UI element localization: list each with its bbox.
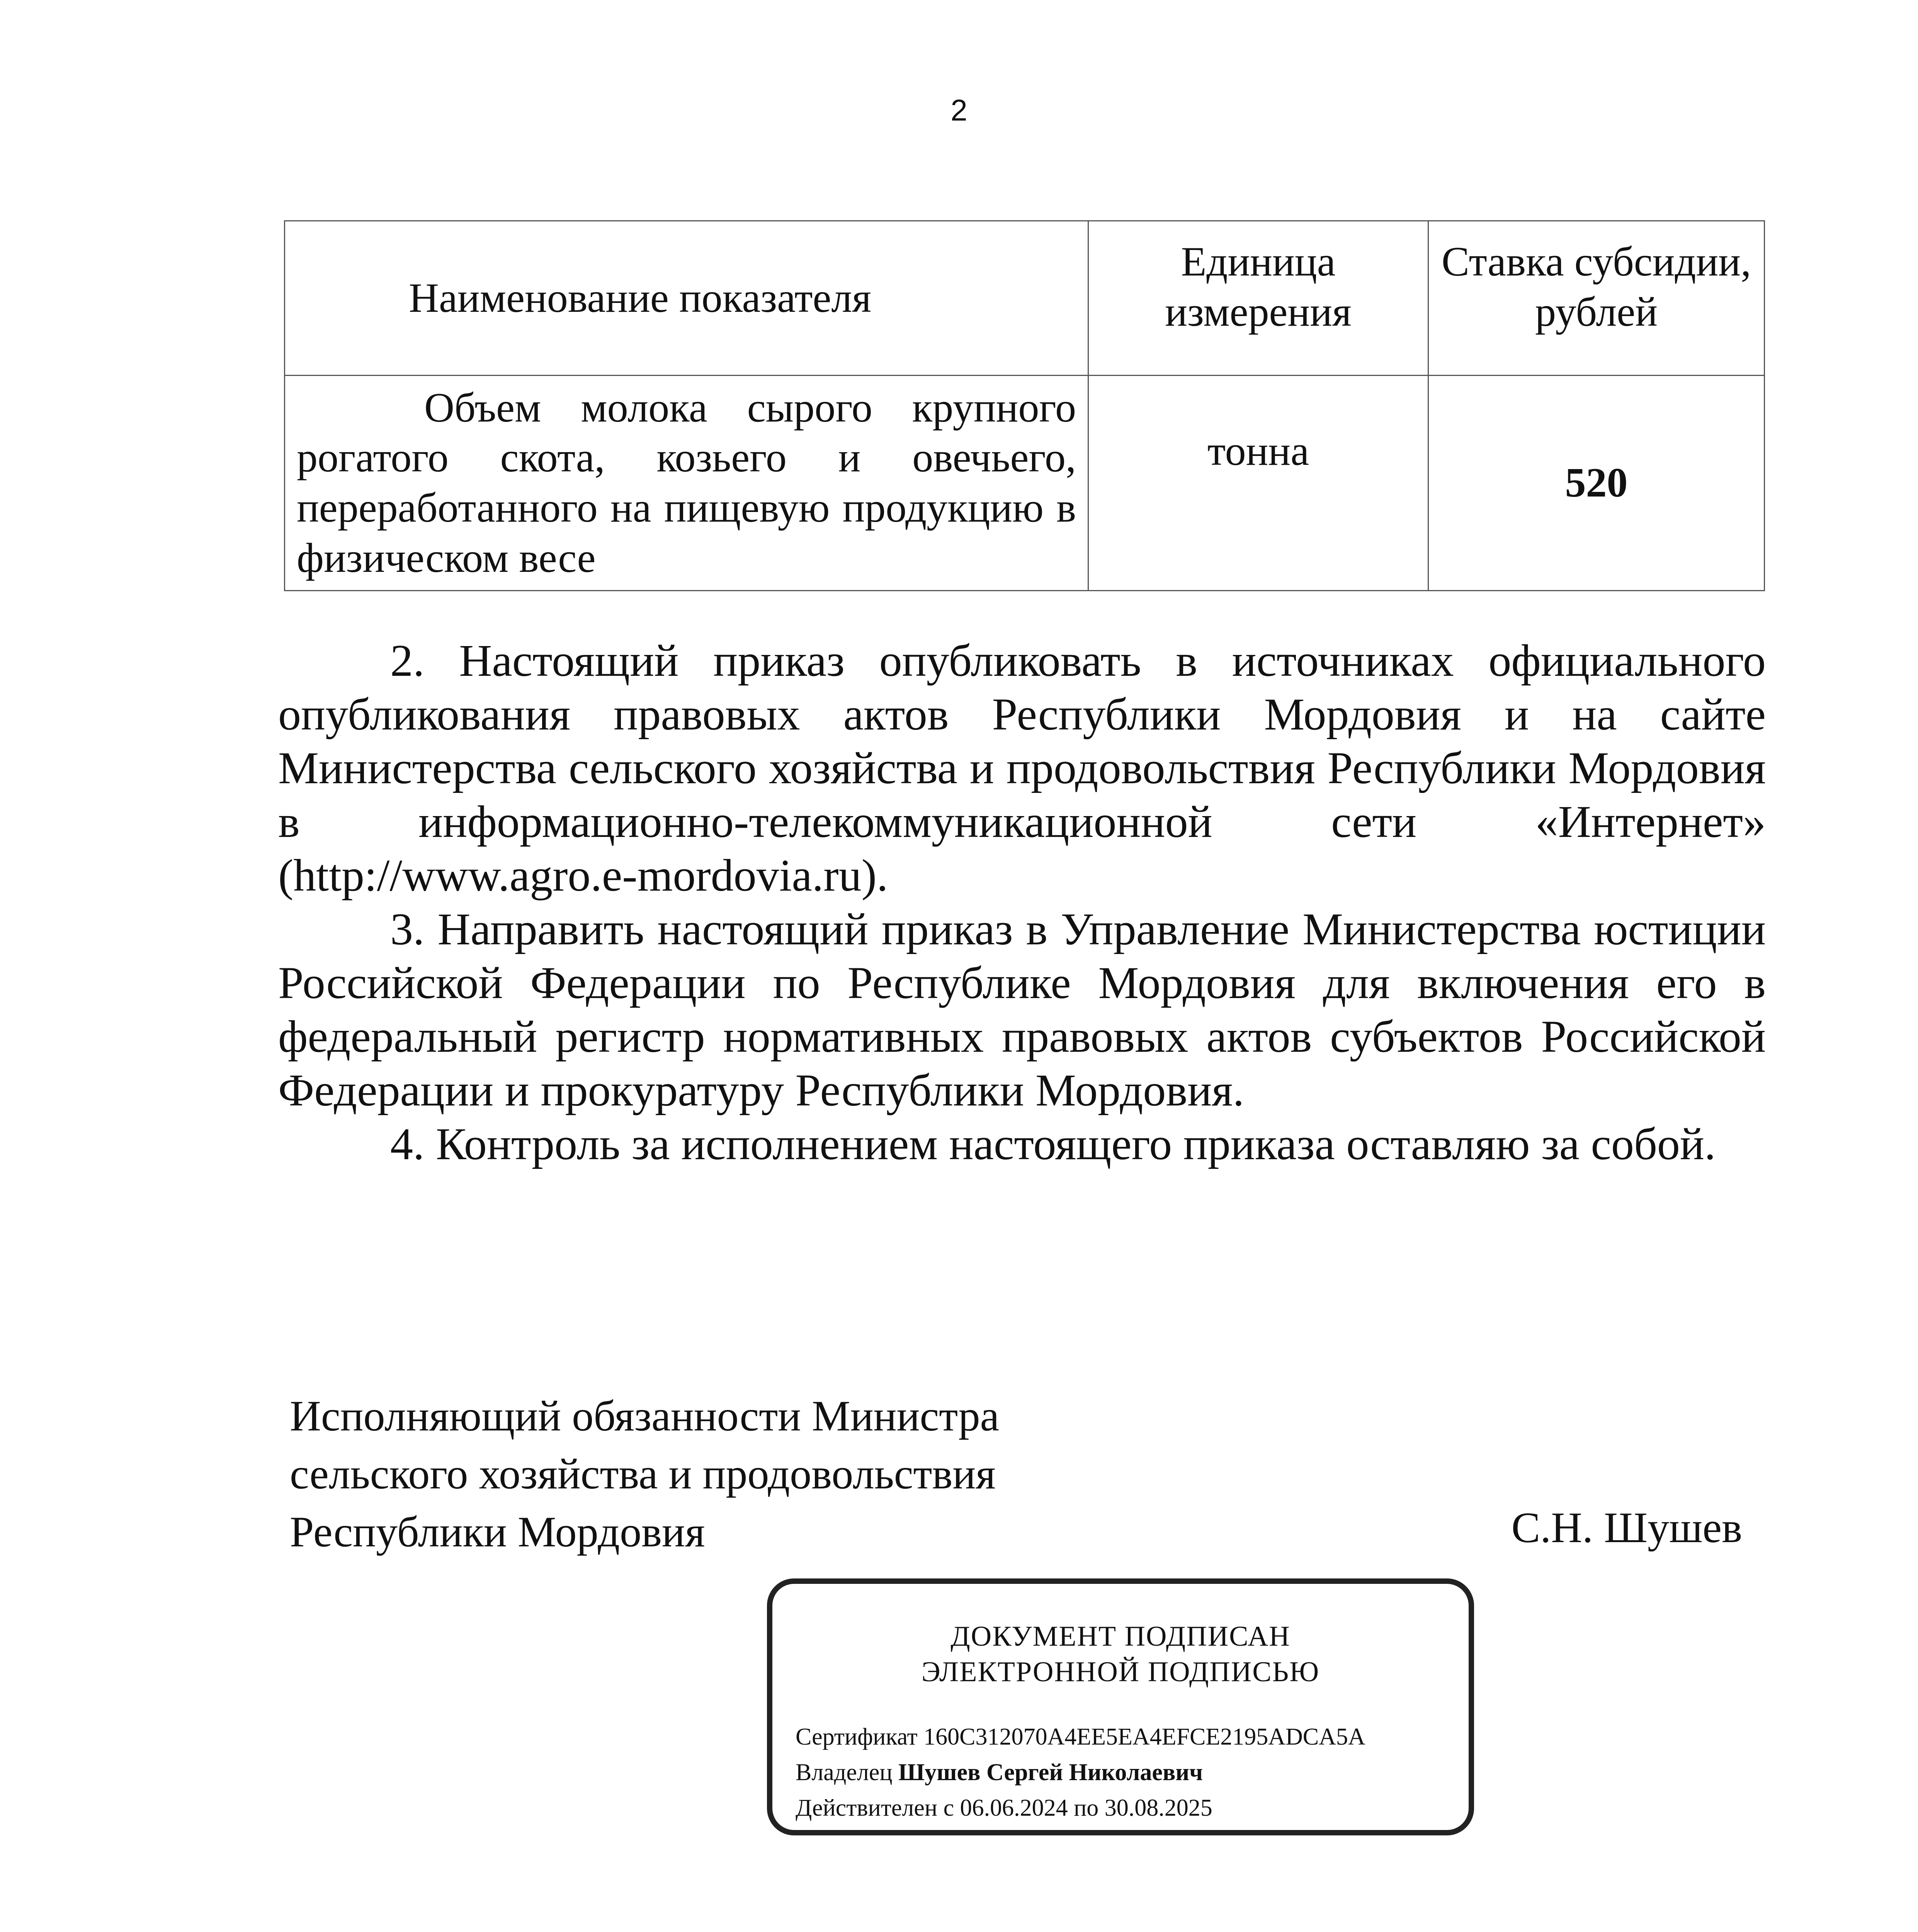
certificate-value: 160C312070A4EE5EA4EFCE2195ADCA5A [923, 1724, 1365, 1750]
signatory-position-line: Исполняющий обязанности Министра [290, 1392, 1000, 1440]
stamp-owner [796, 1755, 1365, 1790]
page-number: 2 [950, 93, 968, 127]
stamp-title-line: ЭЛЕКТРОННОЙ ПОДПИСЬЮ [921, 1656, 1320, 1688]
order-clauses [278, 634, 1766, 1171]
stamp-title [772, 1619, 1469, 1690]
clause-3-registration: 3. Направить настоящий приказ в Управление Министерства юстиции Российской Федерации по Республике Мордовия для включения его в федеральный регистр нормативных правовых актов субъектов Российской Федерации и прокуратуру Республики Мордовия. [278, 904, 1766, 1116]
valid-to-value: 30.08.2025 [1104, 1795, 1212, 1821]
table-header-row [285, 221, 1765, 376]
certificate-label: Сертификат [796, 1724, 918, 1750]
valid-from-label: Действителен с [796, 1795, 954, 1821]
valid-to-label: по [1074, 1795, 1099, 1821]
stamp-title-line: ДОКУМЕНТ ПОДПИСАН [950, 1621, 1291, 1652]
header-unit: Единица измерения [1088, 221, 1428, 376]
signatory-position-line: Республики Мордовия [290, 1508, 705, 1556]
valid-from-value: 06.06.2024 [960, 1795, 1068, 1821]
cell-subsidy-rate: 520 [1428, 376, 1765, 591]
header-subsidy-rate: Ставка субсидии, рублей [1428, 221, 1765, 376]
clause-2-publication: 2. Настоящий приказ опубликовать в источниках официального опубликования правовых актов Республики Мордовия и на сайте Министерства сельского хозяйства и продовольствия Республики Мордовия в информационно-телекоммуникационной сети «Интернет» (http://www.agro.e-mordovia.ru). [278, 635, 1766, 901]
cell-unit: тонна [1088, 376, 1428, 591]
stamp-details [796, 1719, 1365, 1826]
subsidy-rate-table [284, 220, 1765, 591]
signatory-position [290, 1387, 1217, 1561]
owner-value: Шушев Сергей Николаевич [898, 1759, 1203, 1786]
owner-label: Владелец [796, 1759, 893, 1786]
electronic-signature-stamp [767, 1578, 1474, 1835]
stamp-certificate [796, 1719, 1365, 1755]
stamp-validity [796, 1790, 1365, 1826]
header-indicator-name: Наименование показателя [285, 221, 1088, 376]
cell-indicator-name: Объем молока сырого крупного рогатого скота, козьего и овечьего, переработанного на пищевую продукцию в физическом весе [285, 376, 1088, 591]
clause-4-control: 4. Контроль за исполнением настоящего приказа оставляю за собой. [390, 1119, 1716, 1169]
signatory-position-line: сельского хозяйства и продовольствия [290, 1450, 996, 1498]
table-row [285, 376, 1765, 591]
signatory-name: С.Н. Шушев [1511, 1504, 1742, 1552]
